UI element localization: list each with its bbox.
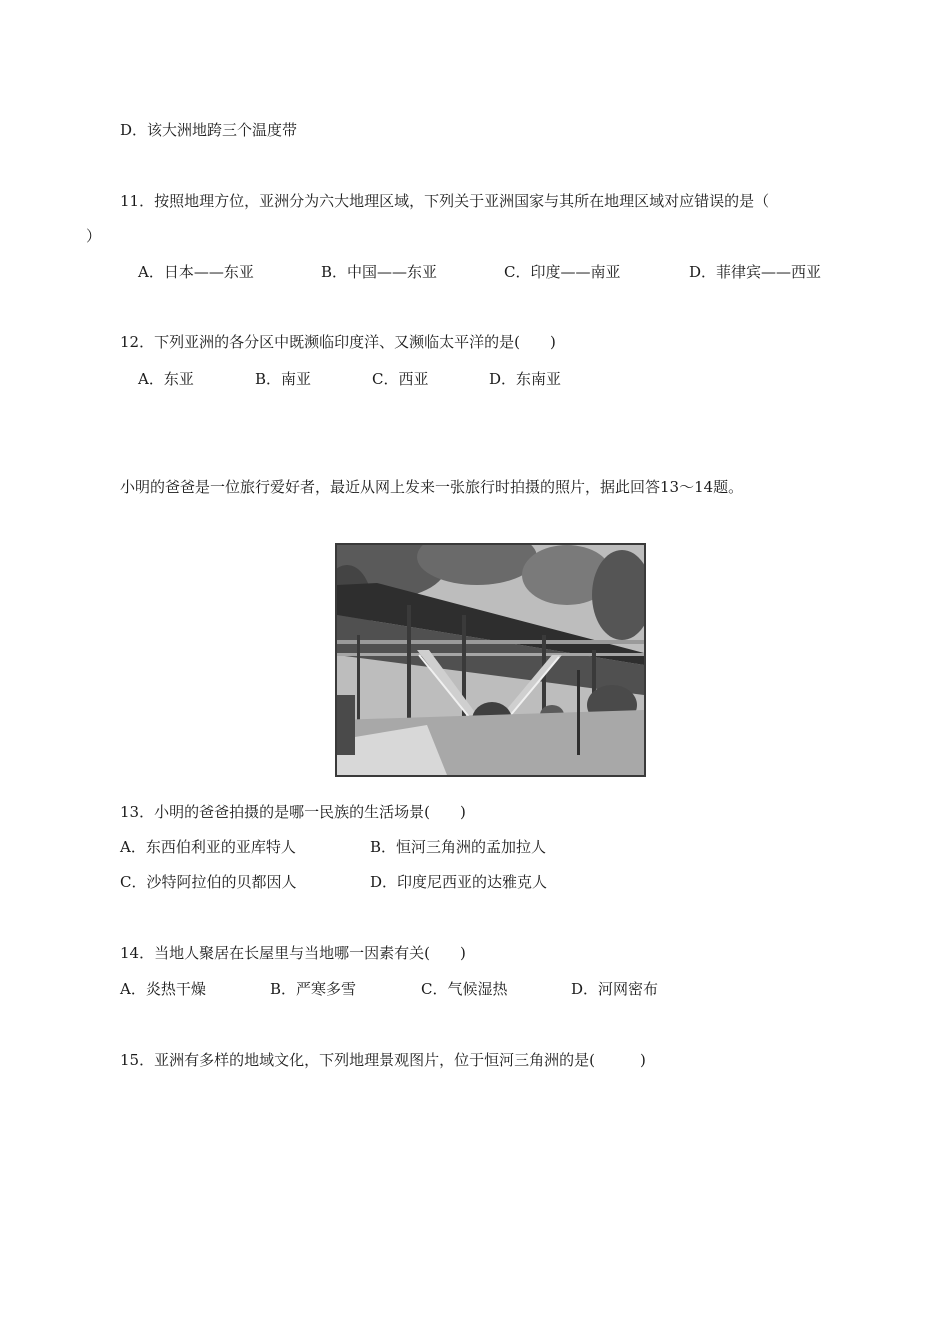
q14-stem: 14．当地人聚居在长屋里与当地哪一因素有关( ) — [120, 944, 466, 962]
q14-option-c: C．气候湿热 — [421, 980, 508, 998]
q13-option-d: D．印度尼西亚的达雅克人 — [370, 873, 548, 891]
q11-stem-line1: 11．按照地理方位，亚洲分为六大地理区域，下列关于亚洲国家与其所在地理区域对应错误的是（ — [120, 192, 770, 210]
intro-text: 小明的爸爸是一位旅行爱好者，最近从网上发来一张旅行时拍摄的照片，据此回答13～14题。 — [120, 478, 744, 496]
q12-options — [138, 369, 561, 389]
q12-option-b: B．南亚 — [255, 370, 312, 388]
q11-option-c: C．印度——南亚 — [504, 263, 621, 281]
q12-option-d: D．东南亚 — [489, 370, 562, 388]
q12-option-c: C．西亚 — [372, 370, 429, 388]
q13-options-row1 — [120, 837, 546, 857]
q11-stem-line2: ） — [86, 227, 102, 245]
q15-stem: 15．亚洲有多样的地域文化，下列地理景观图片，位于恒河三角洲的是( ) — [120, 1051, 646, 1069]
q10-option-d: D．该大洲地跨三个温度带 — [120, 121, 298, 139]
q12-option-a: A．东亚 — [138, 370, 194, 388]
longhouse-photo — [335, 543, 646, 777]
q12-stem: 12．下列亚洲的各分区中既濒临印度洋、又濒临太平洋的是( ) — [120, 333, 556, 351]
q11-option-a: A．日本——东亚 — [138, 263, 254, 281]
q14-options — [120, 979, 658, 999]
q13-option-c: C．沙特阿拉伯的贝都因人 — [120, 873, 297, 891]
longhouse-photo-icon — [337, 545, 644, 775]
q11-option-d: D．菲律宾——西亚 — [689, 263, 822, 281]
q13-options-row2 — [120, 872, 547, 892]
q11-options — [138, 262, 821, 282]
q14-option-a: A．炎热干燥 — [120, 980, 206, 998]
q13-option-b: B．恒河三角洲的孟加拉人 — [370, 838, 547, 856]
q14-option-b: B．严寒多雪 — [270, 980, 357, 998]
q13-option-a: A．东西伯利亚的亚库特人 — [120, 838, 296, 856]
q13-stem: 13．小明的爸爸拍摄的是哪一民族的生活场景( ) — [120, 803, 466, 821]
q11-option-b: B．中国——东亚 — [321, 263, 438, 281]
q14-option-d: D．河网密布 — [571, 980, 659, 998]
